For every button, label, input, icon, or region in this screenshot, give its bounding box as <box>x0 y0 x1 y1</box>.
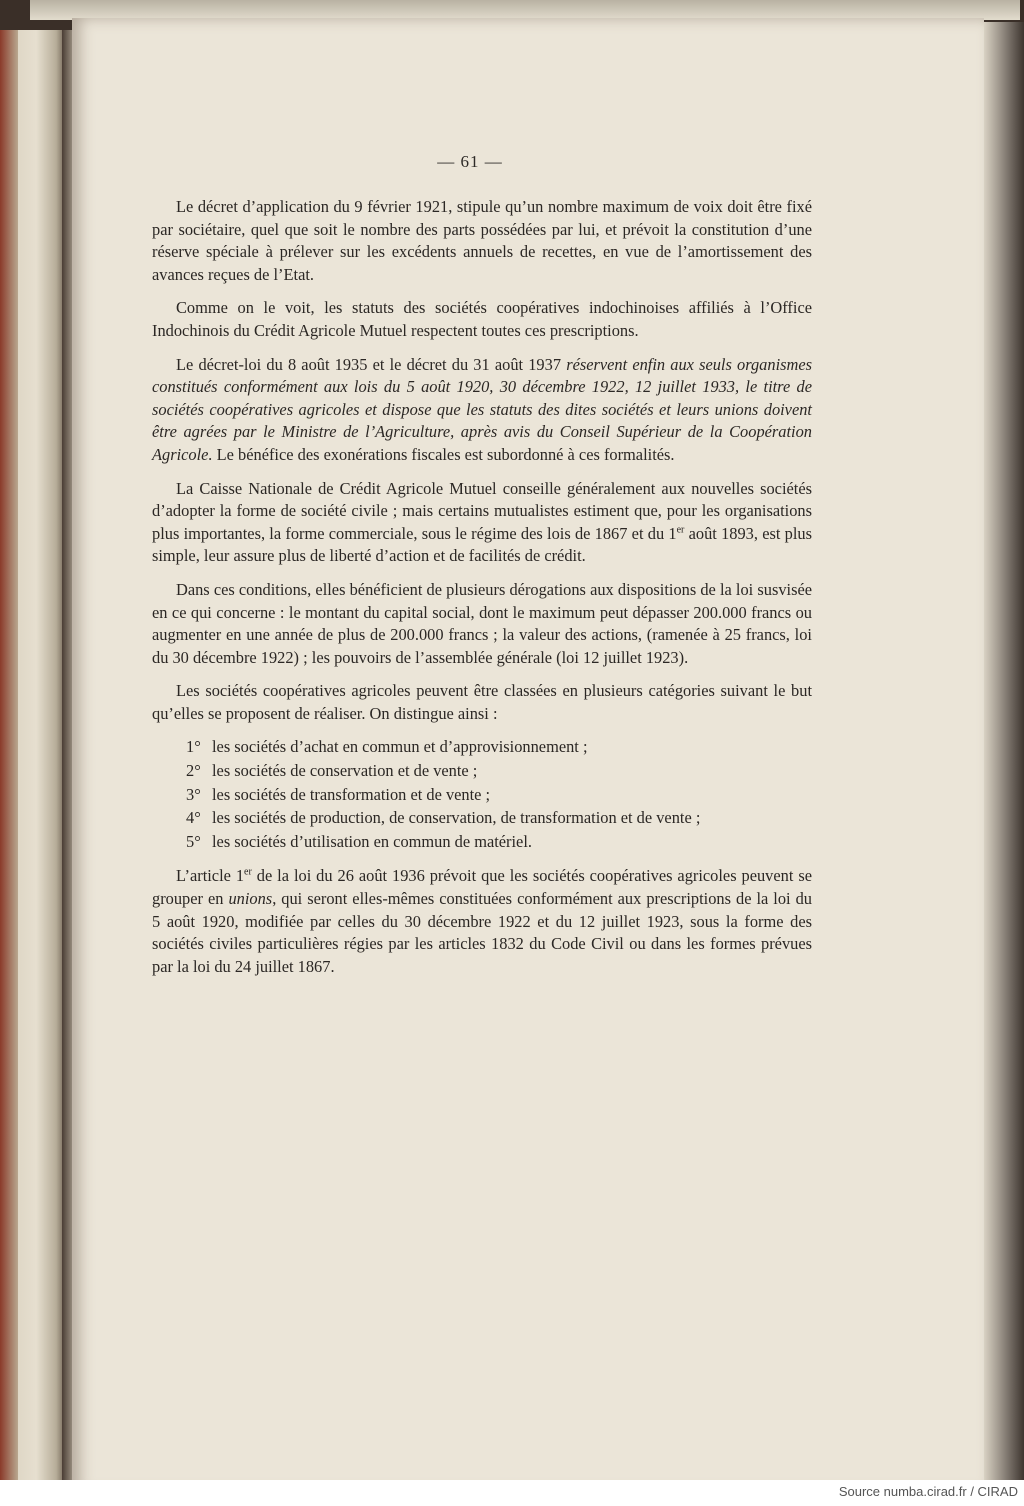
page-stack-top <box>30 0 1020 20</box>
list-item-text: les sociétés d’utilisation en commun de matériel. <box>212 831 532 851</box>
list-item <box>152 784 812 807</box>
paragraph-3-end: Le bénéfice des exonérations fiscales est subordonné à ces formalités. <box>212 444 675 464</box>
list-item-text: les sociétés de production, de conservation, de transformation et de vente ; <box>212 808 701 828</box>
paragraph-7-middle: de la loi du 26 août 1936 prévoit que les sociétés coopératives agricoles peuvent se grouper en <box>152 866 812 909</box>
list-item-text: les sociétés de transformation et de vente ; <box>212 784 491 804</box>
source-credit: Source numba.cirad.fr / CIRAD <box>838 1484 1018 1499</box>
list-item-text: les sociétés d’achat en commun et d’approvisionnement ; <box>212 737 588 757</box>
list-item <box>152 760 812 783</box>
category-list <box>152 736 812 853</box>
list-item <box>152 831 812 854</box>
right-page-edge <box>984 22 1024 1480</box>
list-item-number: 3° <box>186 784 201 804</box>
paragraph-7-superscript: er <box>244 866 252 878</box>
paragraph-4 <box>152 478 812 568</box>
list-item-number: 1° <box>186 737 201 757</box>
book-cover-edge <box>0 30 18 1480</box>
paragraph-7 <box>152 865 812 978</box>
list-item <box>152 736 812 759</box>
paragraph-3 <box>152 354 812 467</box>
list-item-number: 5° <box>186 831 201 851</box>
paragraph-7-italic: unions <box>228 889 273 909</box>
paragraph-7-start: L’article 1 <box>176 866 245 886</box>
page-body <box>152 196 812 989</box>
paragraph-3-italic: réservent enfin aux seuls organismes constitués conformément aux lois du 5 août 1920, 30 décembre 1922, 12 juillet 1933, le titre de sociétés coopératives agricoles et dispose que les statuts des dites sociétés et leurs unions doivent être agrées par le Ministre de l’Agriculture, après avis du Conseil Supérieur de la Coopération Agricole. <box>152 354 812 464</box>
paragraph-7-end: , qui seront elles-mêmes constituées conformément aux prescriptions de la loi du 5 août 1920, modifiée par celles du 30 décembre 1922 et du 12 juillet 1923, sous la forme des sociétés civiles particulières régies par les articles 1832 du Code Civil ou dans les formes prévues par la loi du 24 juillet 1867. <box>152 889 813 976</box>
list-item <box>152 807 812 830</box>
paragraph-3-intro: Le décret-loi du 8 août 1935 et le décret du 31 août 1937 <box>176 354 567 374</box>
paragraph-4-end: août 1893, est plus simple, leur assure plus de liberté d’action et de facilités de crédit. <box>152 523 812 566</box>
list-item-number: 4° <box>186 808 201 828</box>
paragraph-4-start: La Caisse Nationale de Crédit Agricole Mutuel conseille généralement aux nouvelles sociétés d’adopter la forme de société civile ; mais certains mutualistes estiment que, pour les organisations plus importantes, la forme commerciale, sous le régime des lois de 1867 et du 1 <box>152 478 812 543</box>
paragraph-6: Les sociétés coopératives agricoles peuvent être classées en plusieurs catégories suivant le but qu’elles se proposent de réaliser. On distingue ainsi : <box>152 681 812 723</box>
paragraph-4-superscript: er <box>676 524 685 536</box>
paragraph-1: Le décret d’application du 9 février 1921, stipule qu’un nombre maximum de voix doit être fixé par sociétaire, quel que soit le nombre des parts possédées par lui, et prévoit la constitution d’une réserve spéciale à prélever sur les excédents annuels de recettes, en vue de l’amortissement des avances reçues de l’Etat. <box>152 197 812 284</box>
list-item-text: les sociétés de conservation et de vente ; <box>212 761 478 781</box>
paragraph-2: Comme on le voit, les statuts des sociétés coopératives indochinoises affiliés à l’Office Indochinois du Crédit Agricole Mutuel respectent toutes ces prescriptions. <box>152 298 812 340</box>
paragraph-5: Dans ces conditions, elles bénéficient de plusieurs dérogations aux dispositions de la loi susvisée en ce qui concerne : le montant du capital social, dont le maximum peut dépasser 200.000 francs ou augmenter en une année de plus de 200.000 francs ; la valeur des actions, (ramenée à 25 francs, loi du 30 décembre 1922) ; les pouvoirs de l’assemblée générale (loi 12 juillet 1923). <box>152 579 812 667</box>
list-item-number: 2° <box>186 761 201 781</box>
page-number: — 61 — <box>437 152 503 171</box>
